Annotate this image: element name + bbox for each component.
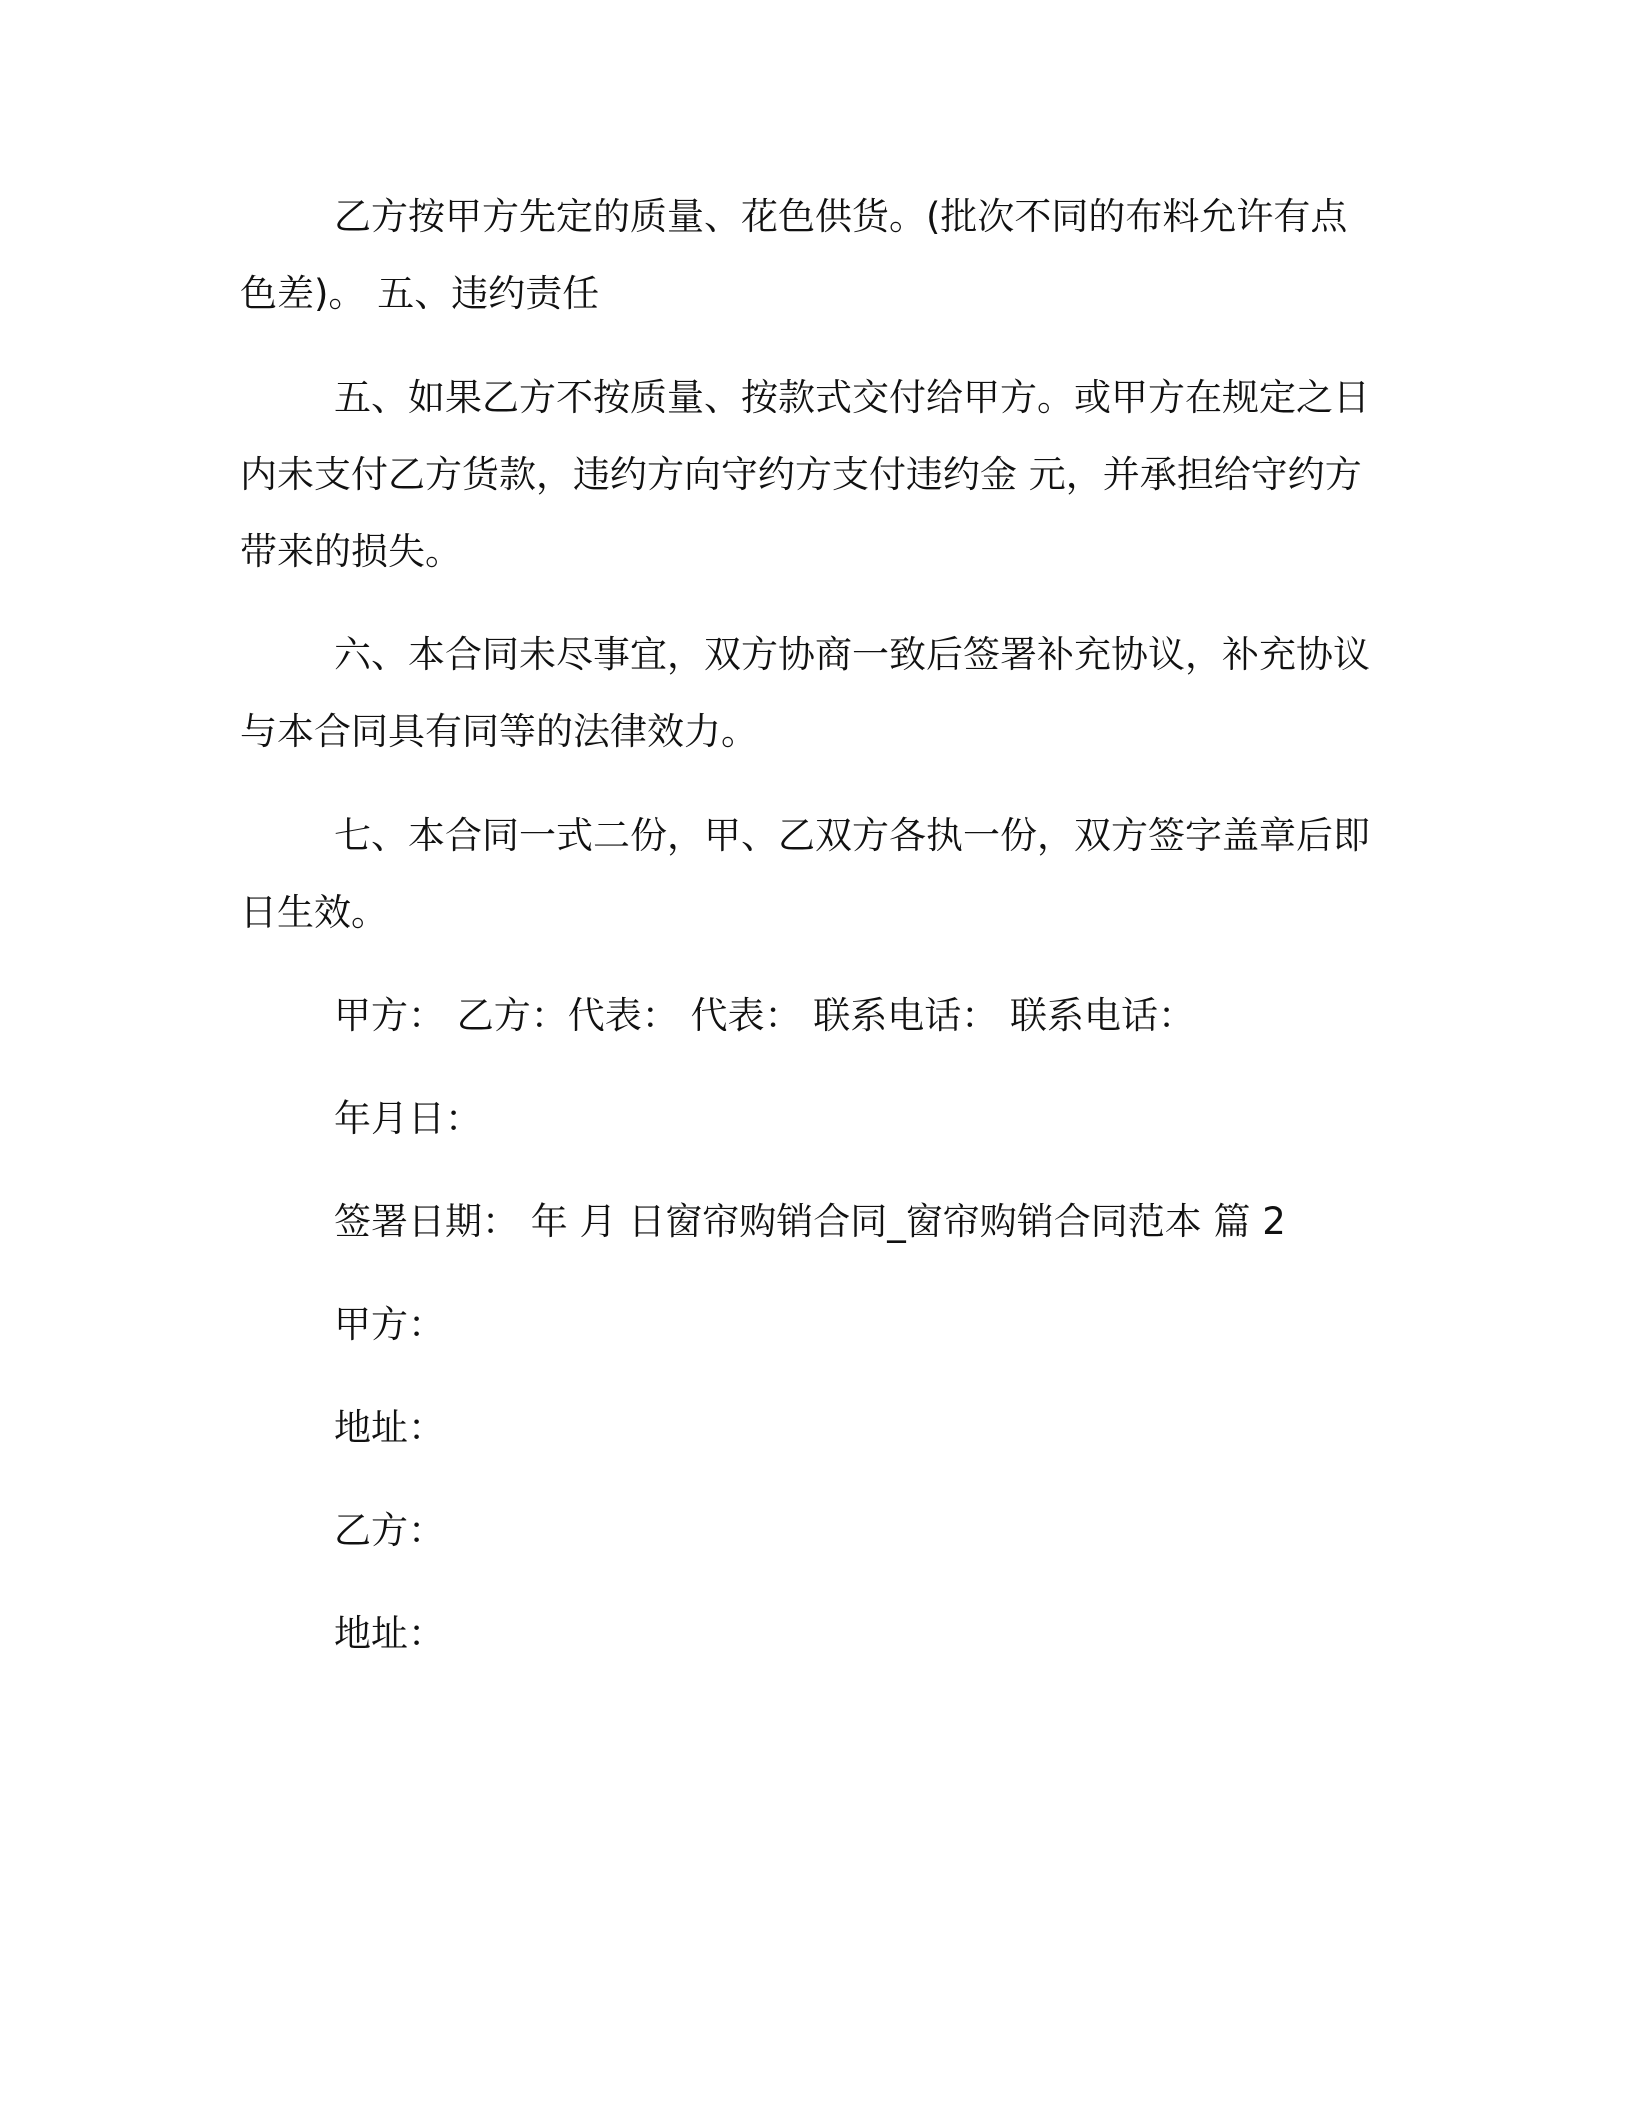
paragraph-3-line-2: 与本合同具有同等的法律效力。 [240, 710, 758, 753]
signing-date-line: 签署日期： 年 月 日窗帘购销合同_窗帘购销合同范本 篇 2 [334, 1200, 1286, 1243]
party-a-address-label: 地址： [334, 1406, 445, 1449]
party-a-label: 甲方： [334, 1303, 445, 1346]
paragraph-1-line-2: 色差)。 五、违约责任 [240, 272, 600, 315]
party-b-label: 乙方： [334, 1509, 445, 1552]
paragraph-1-line-1: 乙方按甲方先定的质量、花色供货。(批次不同的布料允许有点 [334, 195, 1348, 238]
paragraph-4-line-1: 七、本合同一式二份，甲、乙双方各执一份，双方签字盖章后即 [334, 814, 1370, 857]
paragraph-4-line-2: 日生效。 [240, 891, 388, 934]
signature-line: 甲方： 乙方：代表： 代表： 联系电话： 联系电话： [334, 994, 1196, 1037]
paragraph-2-line-1: 五、如果乙方不按质量、按款式交付给甲方。或甲方在规定之日 [334, 376, 1370, 419]
paragraph-3-line-1: 六、本合同未尽事宜，双方协商一致后签署补充协议，补充协议 [334, 633, 1370, 676]
paragraph-2-line-2: 内未支付乙方货款，违约方向守约方支付违约金 元，并承担给守约方 [240, 453, 1362, 496]
paragraph-2-line-3: 带来的损失。 [240, 530, 462, 573]
date-line: 年月日： [334, 1097, 482, 1140]
party-b-address-label: 地址： [334, 1612, 445, 1655]
